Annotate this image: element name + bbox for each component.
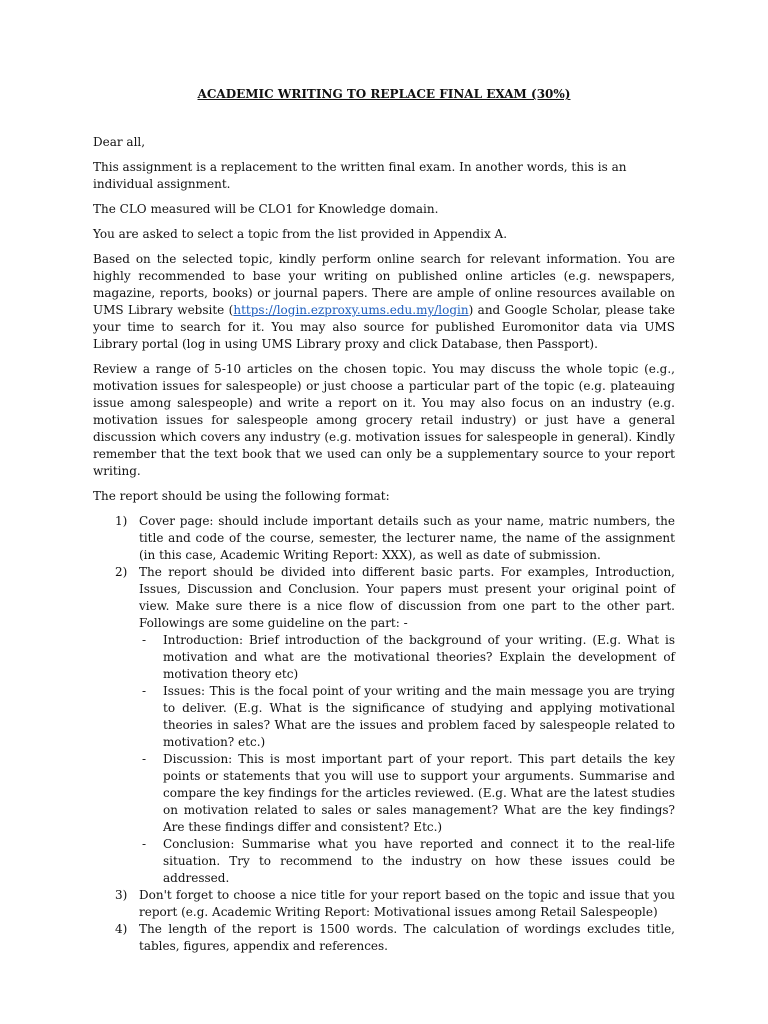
dash-bullet: - <box>142 752 147 766</box>
paragraph-online-search-before: Based on the selected topic, kindly perform online search for relevant information. You are highly recommended to base your writing on published online articles (e.g. newspapers, magazine, reports, books) or journal papers. There are ample of online resources available on UMS Library website ( <box>93 252 675 317</box>
list-item <box>93 921 675 955</box>
document-title: ACADEMIC WRITING TO REPLACE FINAL EXAM (30%) <box>197 87 571 101</box>
list-item <box>93 564 675 887</box>
greeting: Dear all, <box>93 135 146 149</box>
sublist-item <box>139 683 675 751</box>
paragraph-review-articles: Review a range of 5-10 articles on the chosen topic. You may discuss the whole topic (e.g., motivation issues for salespeople) or just choose a particular part of the topic (e.g. plateauing issue among salespeople) and write a report on it. You may also focus on an industry (e.g. motivation issues for salespeople among grocery retail industry) or just have a general discussion which covers any industry (e.g. motivation issues for salespeople in general). Kindly remember that the text book that we used can only be a supplementary source to your report writing. <box>93 362 675 478</box>
sublist-item-text: Discussion: This is most important part of your report. This part details the key points or statements that you will use to support your arguments. Summarise and compare the key findings for the articles reviewed. (E.g. What are the latest studies on motivation related to sales or sales management? What are the key findings? Are these findings differ and consistent? Etc.) <box>163 752 675 834</box>
sublist-item-text: Issues: This is the focal point of your writing and the main message you are trying to deliver. (E.g. What is the significance of studying and applying motivational theories in sales? What are the issues and problem faced by salespeople related to motivation? etc.) <box>163 684 675 749</box>
dash-bullet: - <box>142 684 147 698</box>
parts-sublist <box>139 632 675 887</box>
list-item <box>93 513 675 564</box>
paragraph-assignment: This assignment is a replacement to the written final exam. In another words, this is an individual assignment. <box>93 160 627 191</box>
dash-bullet: - <box>142 633 147 647</box>
sublist-item-text: Conclusion: Summarise what you have reported and connect it to the real-life situation. Try to recommend to the industry on how these issues could be addressed. <box>163 837 675 885</box>
list-item-text: Cover page: should include important details such as your name, matric numbers, the title and code of the course, semester, the lecturer name, the name of the assignment (in this case, Academic Writing Report: XXX), as well as date of submission. <box>139 514 675 562</box>
paragraph-topic: You are asked to select a topic from the list provided in Appendix A. <box>93 227 508 241</box>
sublist-item-text: Introduction: Brief introduction of the background of your writing. (E.g. What is motivation and what are the motivational theories? Explain the development of motivation theory etc) <box>163 633 675 681</box>
dash-bullet: - <box>142 837 147 851</box>
list-item-text: The report should be divided into different basic parts. For examples, Introduction, Issues, Discussion and Conclusion. Your papers must present your original point of view. Make sure there is a nice flow of discussion from one part to the other part. Followings are some guideline on the part: - <box>139 565 675 630</box>
list-number: 4) <box>115 922 128 936</box>
list-number: 1) <box>115 514 128 528</box>
ums-library-link[interactable]: https://login.ezproxy.ums.edu.my/login <box>233 303 469 317</box>
list-item-text: Don't forget to choose a nice title for your report based on the topic and issue that you report (e.g. Academic Writing Report: Motivational issues among Retail Salespeople) <box>139 888 675 919</box>
list-item-text: The length of the report is 1500 words. The calculation of wordings excludes title, tables, figures, appendix and references. <box>139 922 675 953</box>
sublist-item <box>139 836 675 887</box>
paragraph-online-search-after: ) and Google Scholar, please take your time to search for it. You may also source for published Euromonitor data via UMS Library portal (log in using UMS Library proxy and click Database, then Passport). <box>93 303 675 351</box>
format-list <box>93 513 675 955</box>
list-number: 2) <box>115 565 128 579</box>
list-number: 3) <box>115 888 128 902</box>
sublist-item <box>139 751 675 836</box>
paragraph-clo: The CLO measured will be CLO1 for Knowledge domain. <box>93 202 439 216</box>
list-item <box>93 887 675 921</box>
paragraph-online-search <box>93 251 675 353</box>
format-intro: The report should be using the following format: <box>93 489 390 503</box>
sublist-item <box>139 632 675 683</box>
